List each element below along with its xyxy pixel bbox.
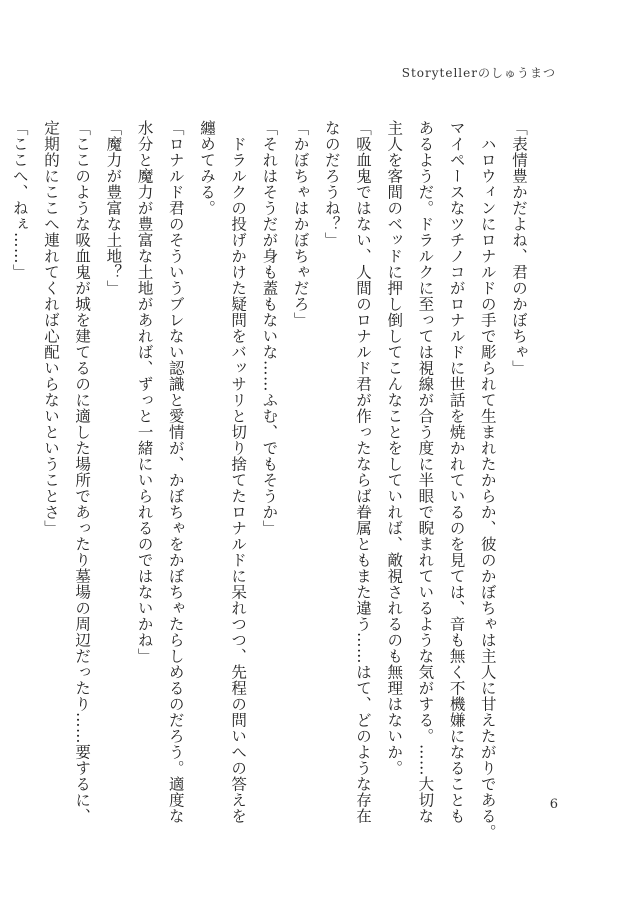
text-line: 「吸血鬼ではない、人間のロナルド君が作ったならば眷属ともまた違う……はて、どのような存在 [353, 120, 372, 824]
page-number: 6 [549, 797, 558, 812]
text-line: 「魔力が豊富な土地？」 [104, 120, 123, 296]
text-line: 定期的にここへ連れてくれば心配いらないということさ」 [41, 120, 60, 536]
vertical-body-text [4, 120, 534, 840]
text-line: 水分と魔力が豊富な土地があれば、ずっと一緒にいられるのではないかね」 [135, 120, 154, 664]
text-line: 「それはそうだが身も蓋もないな……ふむ、でもそうか」 [260, 120, 279, 536]
text-line: なのだろうね？」 [322, 120, 341, 248]
text-line: 「ここへ、ねぇ……」 [10, 120, 29, 280]
text-line: 「かぼちゃはかぼちゃだろ」 [291, 120, 310, 328]
text-line: 主人を客間のベッドに押し倒してこんなことをしていれば、敵視されるのも無理はないか。 [385, 120, 404, 776]
text-line: 「ロナルド君のそういうブレない認識と愛情が、かぼちゃをかぼちゃたらしめるのだろう。適度な [166, 120, 185, 824]
text-line: ハロウィンにロナルドの手で彫られて生まれたからか、彼のかぼちゃは主人に甘えたがりである。 [478, 120, 497, 840]
text-line: ドラルクの投げかけた疑問をバッサリと切り捨てたロナルドに呆れつつ、先程の問いへの答えを [229, 120, 248, 824]
text-line: 「表情豊かだよね、君のかぼちゃ」 [510, 120, 528, 376]
text-line: マイペースなツチノコがロナルドに世話を焼かれているのを見ては、音も無く不機嫌になることも [447, 120, 466, 824]
text-line: 「ここのような吸血鬼が城を建てるのに適した場所であったり墓場の周辺だったり……要するに、 [73, 120, 92, 824]
running-header: Storytellerのしゅうまつ [401, 66, 556, 80]
text-line: あるようだ。ドラルクに至っては視線が合う度に半眼で睨まれているような気がする。……大切な [416, 120, 435, 824]
text-line: 纏めてみる。 [197, 120, 216, 216]
